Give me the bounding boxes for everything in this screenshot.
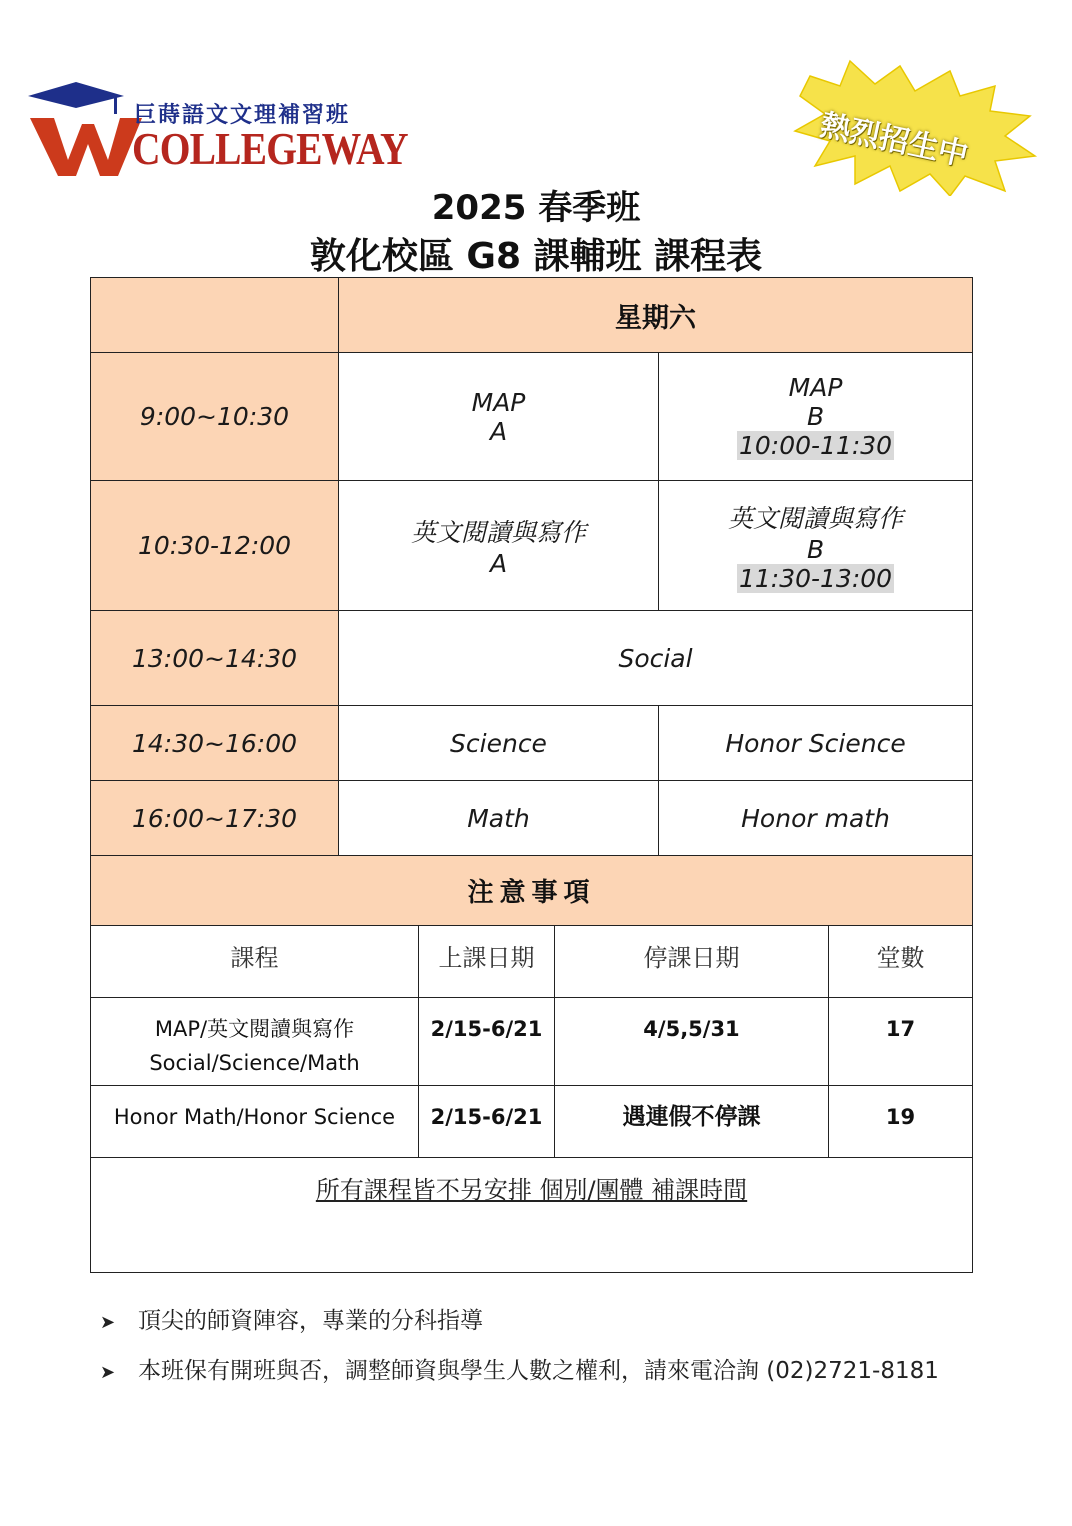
time-slot: 10:30-12:00: [91, 481, 339, 611]
class-cell-math: Math: [339, 781, 659, 856]
arrow-bullet-icon: ➤: [100, 1312, 116, 1333]
notes-header: 注意事項: [91, 856, 973, 926]
class-name: 英文閱讀與寫作: [410, 518, 586, 547]
arrow-bullet-icon: ➤: [100, 1362, 116, 1383]
class-cell-writing-a: [339, 481, 659, 611]
logo-chinese-name: 巨蒔語文文理補習班: [134, 102, 351, 128]
class-time-note: 10:00-11:30: [738, 431, 893, 460]
bullet-text: 頂尖的師資陣容，專業的分科指導: [138, 1308, 483, 1334]
notes-col-start: 上課日期: [419, 926, 555, 998]
class-cell-science: Science: [339, 706, 659, 781]
time-slot: 9:00~10:30: [91, 353, 339, 481]
time-slot: 13:00~14:30: [91, 611, 339, 706]
class-cell-honor-science: Honor Science: [659, 706, 973, 781]
page-title-schedule: 敦化校區 G8 課輔班 課程表: [309, 236, 763, 277]
class-section: A: [489, 549, 508, 578]
notes-lesson-count: 19: [829, 1086, 973, 1158]
class-section: B: [806, 534, 825, 564]
schedule-table: [90, 277, 973, 1273]
class-cell-honor-math: Honor math: [659, 781, 973, 856]
notes-col-count: 堂數: [829, 926, 973, 998]
day-header: 星期六: [339, 278, 973, 353]
bullet-item: [100, 1302, 483, 1335]
logo-english-name: COLLEGEWAY: [132, 123, 408, 174]
notes-course-cell: [91, 998, 419, 1086]
course-name: MAP/英文閱讀與寫作: [154, 1017, 355, 1041]
class-section: B: [806, 402, 825, 431]
class-name: MAP: [471, 387, 526, 417]
class-cell-writing-b: [659, 481, 973, 611]
notes-col-off: 停課日期: [555, 926, 829, 998]
notes-lesson-count: 17: [829, 998, 973, 1086]
notes-col-course: 課程: [91, 926, 419, 998]
notes-start-date: 2/15-6/21: [419, 998, 555, 1086]
badge-text: 熱烈招生中: [817, 107, 972, 174]
time-slot: 16:00~17:30: [91, 781, 339, 856]
notes-off-dates: 4/5,5/31: [555, 998, 829, 1086]
page-title-season: 2025 春季班: [431, 188, 641, 228]
notes-off-dates: 遇連假不停課: [555, 1086, 829, 1158]
class-name: 英文閱讀與寫作: [728, 503, 904, 533]
notes-start-date: 2/15-6/21: [419, 1086, 555, 1158]
makeup-policy-note: 所有課程皆不另安排 個別/團體 補課時間: [91, 1158, 973, 1273]
class-section: A: [489, 416, 508, 446]
corner-cell: [91, 278, 339, 353]
class-cell-map-a: [339, 353, 659, 481]
bullet-text: 本班保有開班與否，調整師資與學生人數之權利，請來電洽詢 (02)2721-8181: [138, 1358, 939, 1384]
notes-course-cell: Honor Math/Honor Science: [91, 1086, 419, 1158]
bullet-item: [100, 1352, 939, 1385]
course-name: Social/Science/Math: [149, 1051, 360, 1075]
class-cell-social: Social: [339, 611, 973, 706]
time-slot: 14:30~16:00: [91, 706, 339, 781]
class-name: MAP: [788, 373, 843, 402]
class-cell-map-b: [659, 353, 973, 481]
class-time-note: 11:30-13:00: [738, 563, 893, 593]
